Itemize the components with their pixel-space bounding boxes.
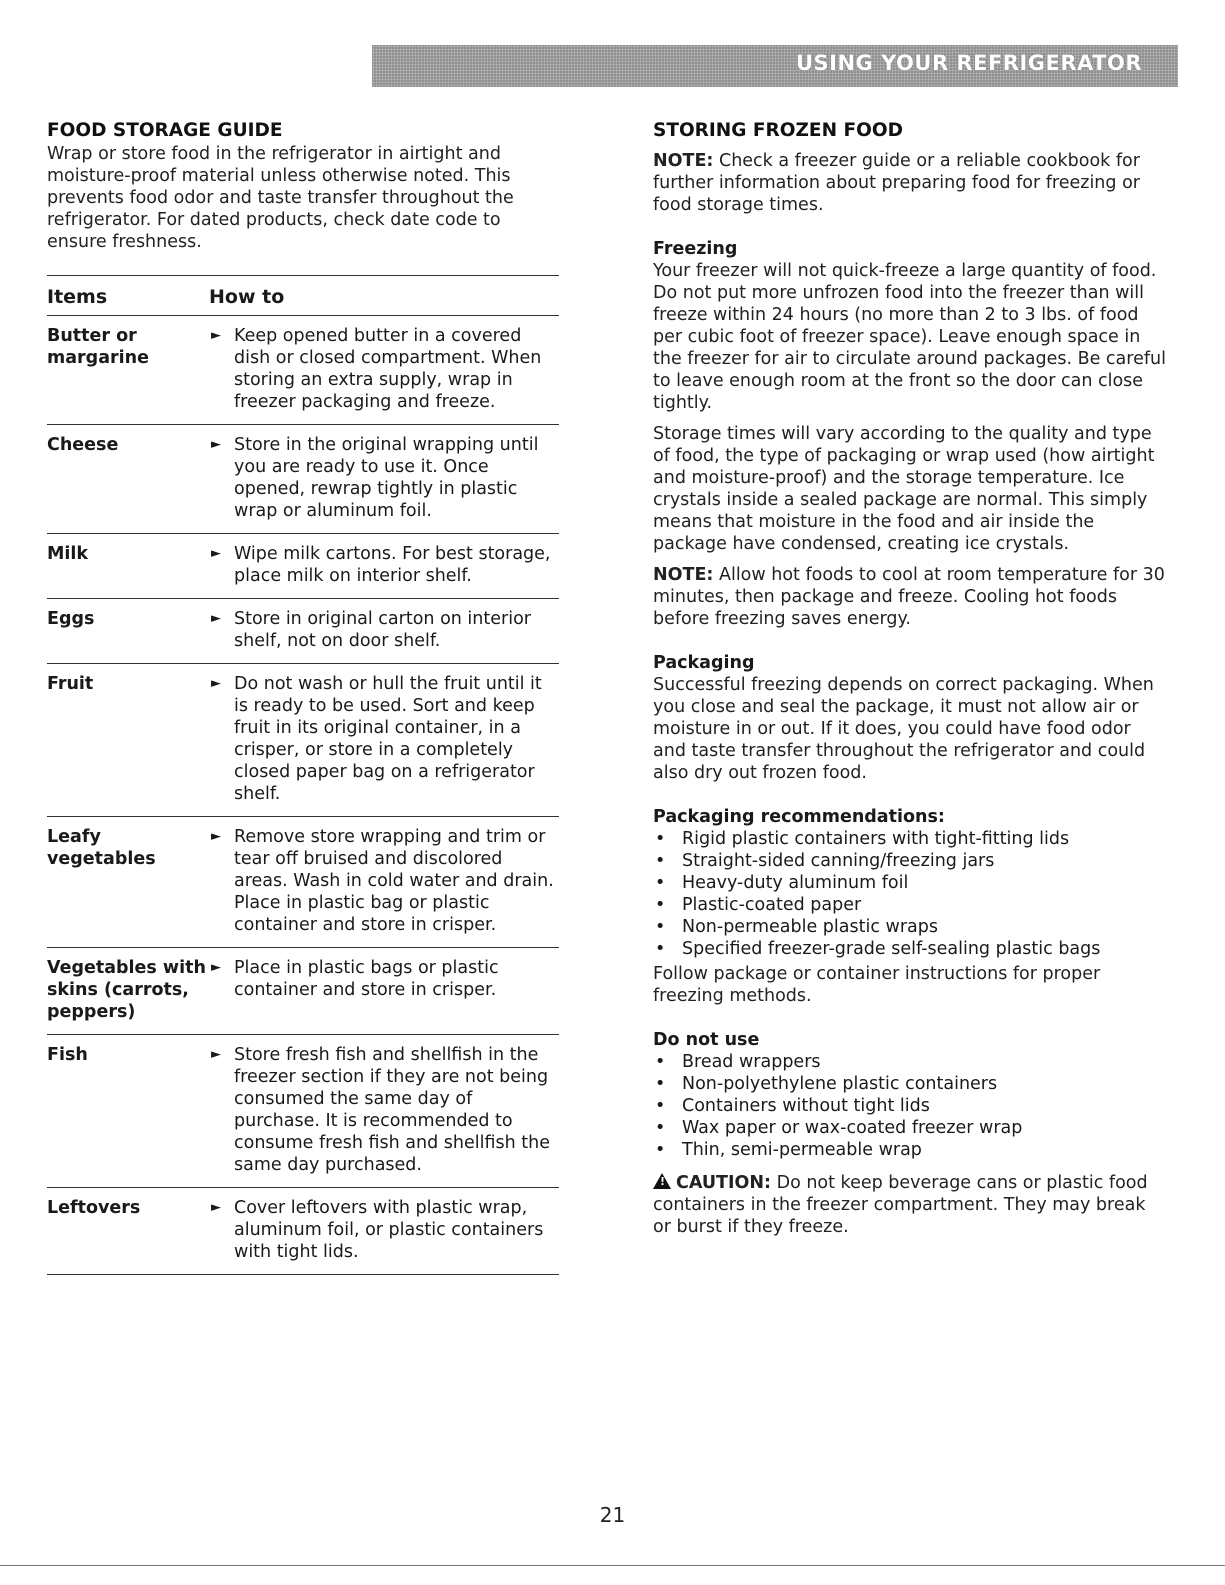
list-item <box>653 1095 1168 1117</box>
section-header-band <box>372 45 1178 87</box>
do-not-use-list <box>653 1051 1168 1161</box>
freezing-heading: Freezing <box>653 239 738 259</box>
list-item-text: Non-polyethylene plastic containers <box>682 1074 998 1094</box>
list-item-text: Non-permeable plastic wraps <box>682 917 938 937</box>
bullet-icon: • <box>655 1096 666 1116</box>
packaging-heading: Packaging <box>653 653 755 673</box>
row-how-to-text: Wipe milk cartons. For best storage, place milk on interior shelf. <box>234 544 551 586</box>
row-divider <box>47 1274 559 1275</box>
page-number: 21 <box>599 1503 626 1527</box>
packaging-paragraph: Successful freezing depends on correct packaging. When you close and seal the package, it must not allow air or moisture in or out. If it does, you could have food odor and taste transfer throughout the refrigerator and could also dry out frozen food. <box>653 675 1154 783</box>
warning-triangle-icon <box>653 1173 671 1189</box>
freezing-paragraph-1: Your freezer will not quick-freeze a large quantity of food. Do not put more unfrozen food into the freezer than will freeze within 24 hours (no more than 2 to 3 lbs. of food per cubic foot of freezer space). Leave enough space in the freezer for air to circulate around packages. Be careful to leave enough room at the front so the door can close tightly. <box>653 261 1166 413</box>
food-storage-guide-column <box>47 119 559 1275</box>
bullet-icon: • <box>655 1140 666 1160</box>
table-header-row <box>47 276 559 315</box>
bullet-icon: • <box>655 895 666 915</box>
freezing-paragraph-2: Storage times will vary according to the quality and type of food, the type of packaging or wrap used (how airtight and moisture-proof) and the storage temperature. Ice crystals inside a sealed package are normal. This simply means that moisture in the food and air inside the package have condensed, creating ice crystals. <box>653 424 1155 554</box>
triangle-bullet-icon: ► <box>211 1047 221 1062</box>
list-item <box>653 872 1168 894</box>
caution-text: Do not keep beverage cans or plastic food containers in the freezer compartment. They may break or burst if they freeze. <box>653 1173 1148 1237</box>
bullet-icon: • <box>655 851 666 871</box>
table-row <box>47 664 559 816</box>
note-freezer-guide <box>653 150 1168 216</box>
note-text: Check a freezer guide or a reliable cookbook for further information about preparing food for freezing or food storage times. <box>653 151 1140 215</box>
triangle-bullet-icon: ► <box>211 437 221 452</box>
list-item-text: Heavy-duty aluminum foil <box>682 873 909 893</box>
row-how-to <box>209 543 559 587</box>
bullet-icon: • <box>655 917 666 937</box>
food-storage-guide-intro: Wrap or store food in the refrigerator in airtight and moisture-proof material unless otherwise noted. This prevents food odor and taste transfer throughout the refrigerator. For dated products, check date code to ensure freshness. <box>47 144 514 252</box>
table-body <box>47 316 559 1275</box>
food-storage-guide-title: FOOD STORAGE GUIDE <box>47 120 283 141</box>
note-label: NOTE: <box>653 151 714 171</box>
row-how-to <box>209 608 559 652</box>
section-header-title: USING YOUR REFRIGERATOR <box>795 51 1142 75</box>
triangle-bullet-icon: ► <box>211 611 221 626</box>
row-item: Eggs <box>47 609 95 629</box>
row-how-to-text: Store fresh fish and shellfish in the freezer section if they are not being consumed the same day of purchase. It is recommended to consume fresh fish and shellfish the same day purchased. <box>234 1045 551 1175</box>
note-cooling <box>653 564 1168 630</box>
caution-paragraph <box>653 1172 1168 1238</box>
bullet-icon: • <box>655 873 666 893</box>
table-row <box>47 425 559 533</box>
list-item <box>653 1073 1168 1095</box>
triangle-bullet-icon: ► <box>211 829 221 844</box>
list-item <box>653 938 1168 960</box>
list-item <box>653 1051 1168 1073</box>
list-item <box>653 1117 1168 1139</box>
bullet-icon: • <box>655 1074 666 1094</box>
table-row <box>47 1188 559 1274</box>
list-item-text: Plastic-coated paper <box>682 895 862 915</box>
row-how-to-text: Store in the original wrapping until you are ready to use it. Once opened, rewrap tightly in plastic wrap or aluminum foil. <box>234 435 539 521</box>
triangle-bullet-icon: ► <box>211 546 221 561</box>
table-row <box>47 1035 559 1187</box>
row-item: Fruit <box>47 674 94 694</box>
row-item: Leafy vegetables <box>47 827 156 869</box>
list-item-text: Specified freezer-grade self-sealing plastic bags <box>682 939 1101 959</box>
row-how-to <box>209 1044 559 1176</box>
row-how-to-text: Remove store wrapping and trim or tear off bruised and discolored areas. Wash in cold water and drain. Place in plastic bag or plastic container and store in crisper. <box>234 827 554 935</box>
note-text: Allow hot foods to cool at room temperature for 30 minutes, then package and freeze. Cooling hot foods before freezing saves energy. <box>653 565 1165 629</box>
list-item <box>653 894 1168 916</box>
row-how-to-text: Place in plastic bags or plastic container and store in crisper. <box>234 958 499 1000</box>
list-item <box>653 850 1168 872</box>
packaging-recommendations-list <box>653 828 1168 960</box>
list-item-text: Straight-sided canning/freezing jars <box>682 851 995 871</box>
row-item: Cheese <box>47 435 119 455</box>
list-item-text: Wax paper or wax-coated freezer wrap <box>682 1118 1023 1138</box>
storing-frozen-food-title: STORING FROZEN FOOD <box>653 120 903 141</box>
packaging-recommendations-heading: Packaging recommendations: <box>653 807 945 827</box>
list-item <box>653 1139 1168 1161</box>
list-item-text: Bread wrappers <box>682 1052 821 1072</box>
row-how-to <box>209 826 559 936</box>
row-how-to-text: Cover leftovers with plastic wrap, aluminum foil, or plastic containers with tight lids. <box>234 1198 544 1262</box>
bullet-icon: • <box>655 1118 666 1138</box>
triangle-bullet-icon: ► <box>211 676 221 691</box>
table-row <box>47 599 559 663</box>
bullet-icon: • <box>655 829 666 849</box>
row-item: Butter or margarine <box>47 326 149 368</box>
do-not-use-heading: Do not use <box>653 1030 760 1050</box>
row-how-to-text: Keep opened butter in a covered dish or closed compartment. When storing an extra supply, wrap in freezer packaging and freeze. <box>234 326 542 412</box>
column-header-how-to: How to <box>209 286 285 308</box>
table-row <box>47 948 559 1034</box>
row-how-to <box>209 325 559 413</box>
packaging-follow-text: Follow package or container instructions for proper freezing methods. <box>653 964 1101 1006</box>
row-item: Leftovers <box>47 1198 141 1218</box>
food-storage-table <box>47 275 559 1275</box>
row-how-to-text: Store in original carton on interior shelf, not on door shelf. <box>234 609 531 651</box>
list-item <box>653 916 1168 938</box>
row-item: Milk <box>47 544 89 564</box>
triangle-bullet-icon: ► <box>211 1200 221 1215</box>
list-item-text: Thin, semi-permeable wrap <box>682 1140 922 1160</box>
row-item: Fish <box>47 1045 88 1065</box>
table-row <box>47 817 559 947</box>
row-how-to <box>209 434 559 522</box>
row-how-to <box>209 957 559 1023</box>
row-how-to <box>209 1197 559 1263</box>
row-how-to-text: Do not wash or hull the fruit until it is ready to be used. Sort and keep fruit in its original container, in a crisper, or store in a completely closed paper bag on a refrigerator shelf. <box>234 674 542 804</box>
list-item-text: Containers without tight lids <box>682 1096 930 1116</box>
storing-frozen-food-column <box>653 119 1168 1238</box>
column-header-items: Items <box>47 286 108 308</box>
table-row <box>47 316 559 424</box>
row-how-to <box>209 673 559 805</box>
bullet-icon: • <box>655 939 666 959</box>
note-label: NOTE: <box>653 565 714 585</box>
triangle-bullet-icon: ► <box>211 960 221 975</box>
table-row <box>47 534 559 598</box>
row-item: Vegetables with skins (carrots, peppers) <box>47 958 206 1022</box>
triangle-bullet-icon: ► <box>211 328 221 343</box>
caution-label: CAUTION: <box>676 1173 772 1193</box>
list-item <box>653 828 1168 850</box>
bullet-icon: • <box>655 1052 666 1072</box>
list-item-text: Rigid plastic containers with tight-fitting lids <box>682 829 1070 849</box>
page-bottom-rule <box>0 1565 1225 1566</box>
